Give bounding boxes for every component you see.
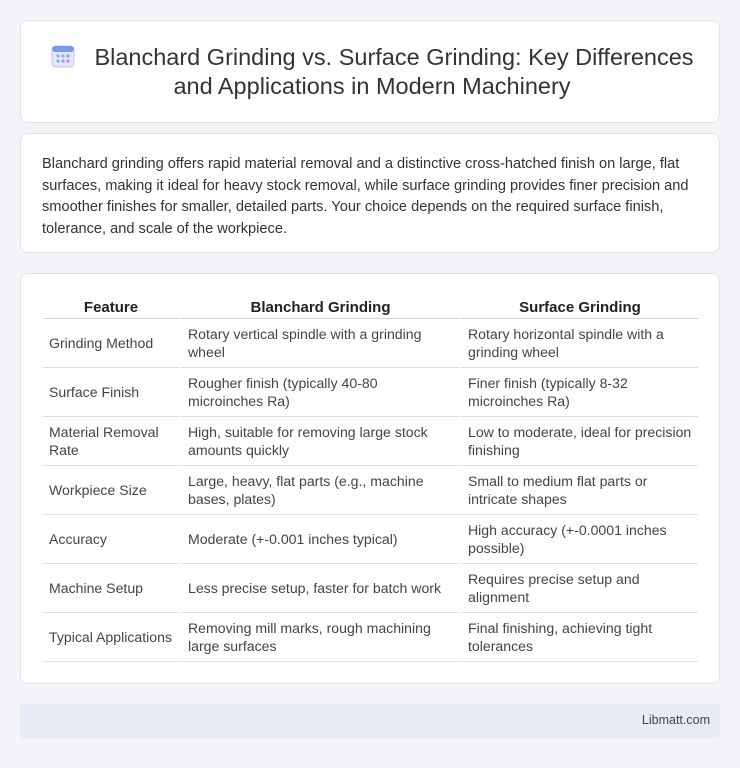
blanchard-cell: Removing mill marks, rough machining large surfaces (179, 613, 459, 662)
table-row (43, 417, 698, 466)
blanchard-cell: High, suitable for removing large stock amounts quickly (179, 417, 459, 466)
table-row (43, 368, 698, 417)
blanchard-cell: Rougher finish (typically 40-80 microinches Ra) (179, 368, 459, 417)
blanchard-cell: Rotary vertical spindle with a grinding wheel (179, 319, 459, 368)
feature-cell: Machine Setup (43, 564, 179, 613)
feature-cell: Material Removal Rate (43, 417, 179, 466)
header-blanchard: Blanchard Grinding (179, 295, 459, 319)
footer-brand-link[interactable]: Libmatt.com (641, 713, 710, 727)
table-row (43, 613, 698, 662)
header-surface: Surface Grinding (459, 295, 698, 319)
surface-cell: Rotary horizontal spindle with a grinding wheel (459, 319, 698, 368)
feature-cell: Grinding Method (43, 319, 179, 368)
summary-text: Blanchard grinding offers rapid material removal and a distinctive cross-hatched finish on large, flat surfaces, making it ideal for heavy stock removal, while surface grinding provides finer precision and smoother finishes for smaller, detailed parts. Your choice depends on the required surface finish, tolerance, and scale of the workpiece. (42, 156, 689, 237)
feature-cell: Surface Finish (43, 368, 179, 417)
footer (20, 704, 720, 738)
surface-cell: Small to medium flat parts or intricate shapes (459, 466, 698, 515)
feature-cell: Accuracy (43, 515, 179, 564)
surface-cell: Finer finish (typically 8-32 microinches Ra) (459, 368, 698, 417)
comparison-card (20, 273, 720, 684)
page-title-wrap (21, 43, 719, 101)
blanchard-cell: Less precise setup, faster for batch work (179, 564, 459, 613)
title-card (20, 20, 720, 123)
feature-cell: Typical Applications (43, 613, 179, 662)
page-title: Blanchard Grinding vs. Surface Grinding: Key Differences and Applications in Modern Machinery (94, 44, 694, 99)
table-row (43, 515, 698, 564)
surface-cell: Low to moderate, ideal for precision finishing (459, 417, 698, 466)
blanchard-cell: Large, heavy, flat parts (e.g., machine bases, plates) (179, 466, 459, 515)
blanchard-cell: Moderate (+-0.001 inches typical) (179, 515, 459, 564)
calendar-grid-icon (50, 43, 76, 69)
feature-cell: Workpiece Size (43, 466, 179, 515)
table-row (43, 564, 698, 613)
header-feature: Feature (43, 295, 179, 319)
comparison-table (43, 295, 698, 662)
summary-card (20, 133, 720, 253)
surface-cell: Final finishing, achieving tight tolerances (459, 613, 698, 662)
surface-cell: High accuracy (+-0.0001 inches possible) (459, 515, 698, 564)
table-header-row (43, 295, 698, 319)
surface-cell: Requires precise setup and alignment (459, 564, 698, 613)
table-row (43, 466, 698, 515)
table-row (43, 319, 698, 368)
